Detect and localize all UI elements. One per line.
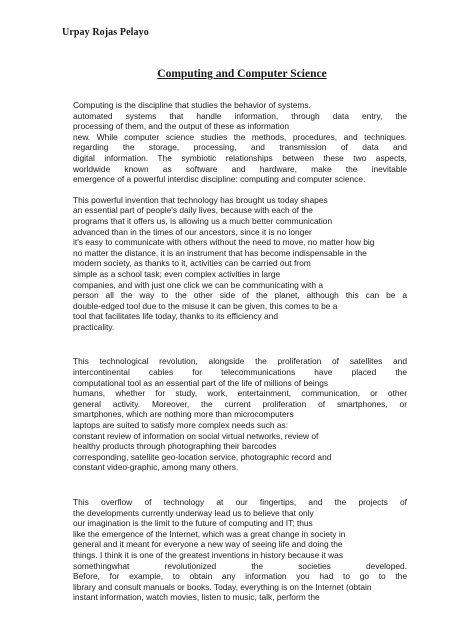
text-line: our imagination is the limit to the future of computing and IT; thus	[73, 518, 313, 529]
text-line: laptops are suited to satisfy more complex needs such as:	[73, 420, 289, 431]
text-line: Before, for example, to obtain any information you had to go to the	[73, 571, 407, 582]
text-line: humans, whether for study, work, entertainment, communication, or other	[73, 388, 407, 399]
text-line: new. While computer science studies the methods, procedures, and techniques.	[73, 131, 407, 142]
text-line: constant video-graphic, among many others.	[73, 462, 239, 473]
document-title: Computing and Computer Science	[157, 68, 327, 80]
paragraph	[73, 497, 407, 603]
text-line: advanced than in the times of our ancestors, since it is no longer	[73, 226, 312, 237]
document-body	[73, 100, 407, 603]
text-line: This technological revolution, alongside the proliferation of satellites and	[73, 356, 407, 367]
paragraph	[73, 356, 407, 473]
text-line: practicality.	[73, 321, 115, 332]
text-line: regarding the storage, processing, and transmission of data and	[73, 142, 407, 153]
text-line: tool that facilitates life today, thanks to its efficiency and	[73, 311, 278, 322]
text-line: constant review of information on social virtual networks, review of	[73, 430, 319, 441]
author-name: Urpay Rojas Pelayo	[62, 27, 149, 38]
text-line: instant information, watch movies, listen to music, talk, perform the	[73, 592, 320, 603]
paragraph-spacer	[73, 473, 407, 497]
text-line: library and consult manuals or books. Today, everything is on the Internet (obtain	[73, 581, 372, 592]
text-line: This overflow of technology at our fingertips, and the projects of	[73, 497, 407, 507]
text-line: it's easy to communicate with others without the need to move, no matter how big	[73, 237, 375, 248]
text-line: like the emergence of the Internet, which was a great change in society in	[73, 528, 346, 539]
text-line: the developments currently underway lead us to believe that only	[73, 507, 314, 518]
text-line: smartphones, which are nothing more than microcomputers	[73, 409, 294, 420]
text-line: corresponding, satellite geo-location service, photographic record and	[73, 451, 332, 462]
text-line: processing of them, and the output of these as information	[73, 121, 290, 132]
text-line: person all the way to the other side of the planet, although this can be a	[73, 290, 407, 301]
text-line: Computing is the discipline that studies the behavior of systems.	[73, 100, 311, 110]
text-line: double-edged tool due to the misuse it can be given, this comes to be a	[73, 300, 338, 311]
text-line: general and it meant for everyone a new way of seeing life and doing the	[73, 539, 343, 550]
text-line: somethingwhat revolutionized the societies developed.	[73, 560, 407, 571]
text-line: computational tool as an essential part of the life of millions of beings	[73, 377, 329, 388]
text-line: emergence of a powerful interdisc discipline: computing and computer science.	[73, 174, 366, 185]
text-line: companies, and with just one click we can be communicating with a	[73, 279, 323, 290]
text-line: modern society, as thanks to it, activities can be carried out from	[73, 258, 311, 269]
paragraph	[73, 195, 407, 333]
text-line: programs that it offers us, is allowing us a much better communication	[73, 215, 333, 226]
text-line: simple as a school task; even complex activities in large	[73, 268, 281, 279]
text-line: worldwide known as software and hardware, make the inevitable	[73, 163, 407, 174]
text-line: intercontinental cables for telecommunications have placed the	[73, 367, 407, 378]
paragraph-spacer	[73, 185, 407, 195]
text-line: an essential part of people's daily lives, because with each of the	[73, 205, 313, 216]
text-line: digital information. The symbiotic relationships between these two aspects,	[73, 152, 407, 163]
text-line: This powerful invention that technology has brought us today shapes	[73, 194, 328, 205]
paragraph	[73, 100, 407, 185]
text-line: healthy products through photographing their barcodes	[73, 441, 277, 452]
paragraph-spacer	[73, 332, 407, 356]
text-line: automated systems that handle information, through data entry, the	[73, 110, 407, 121]
text-line: no matter the distance, it is an instrument that has become indispensable in the	[73, 247, 367, 258]
text-line: general activity. Moreover, the current proliferation of smartphones, or	[73, 398, 407, 409]
text-line: things. I think it is one of the greatest inventions in history because it was	[73, 549, 344, 560]
